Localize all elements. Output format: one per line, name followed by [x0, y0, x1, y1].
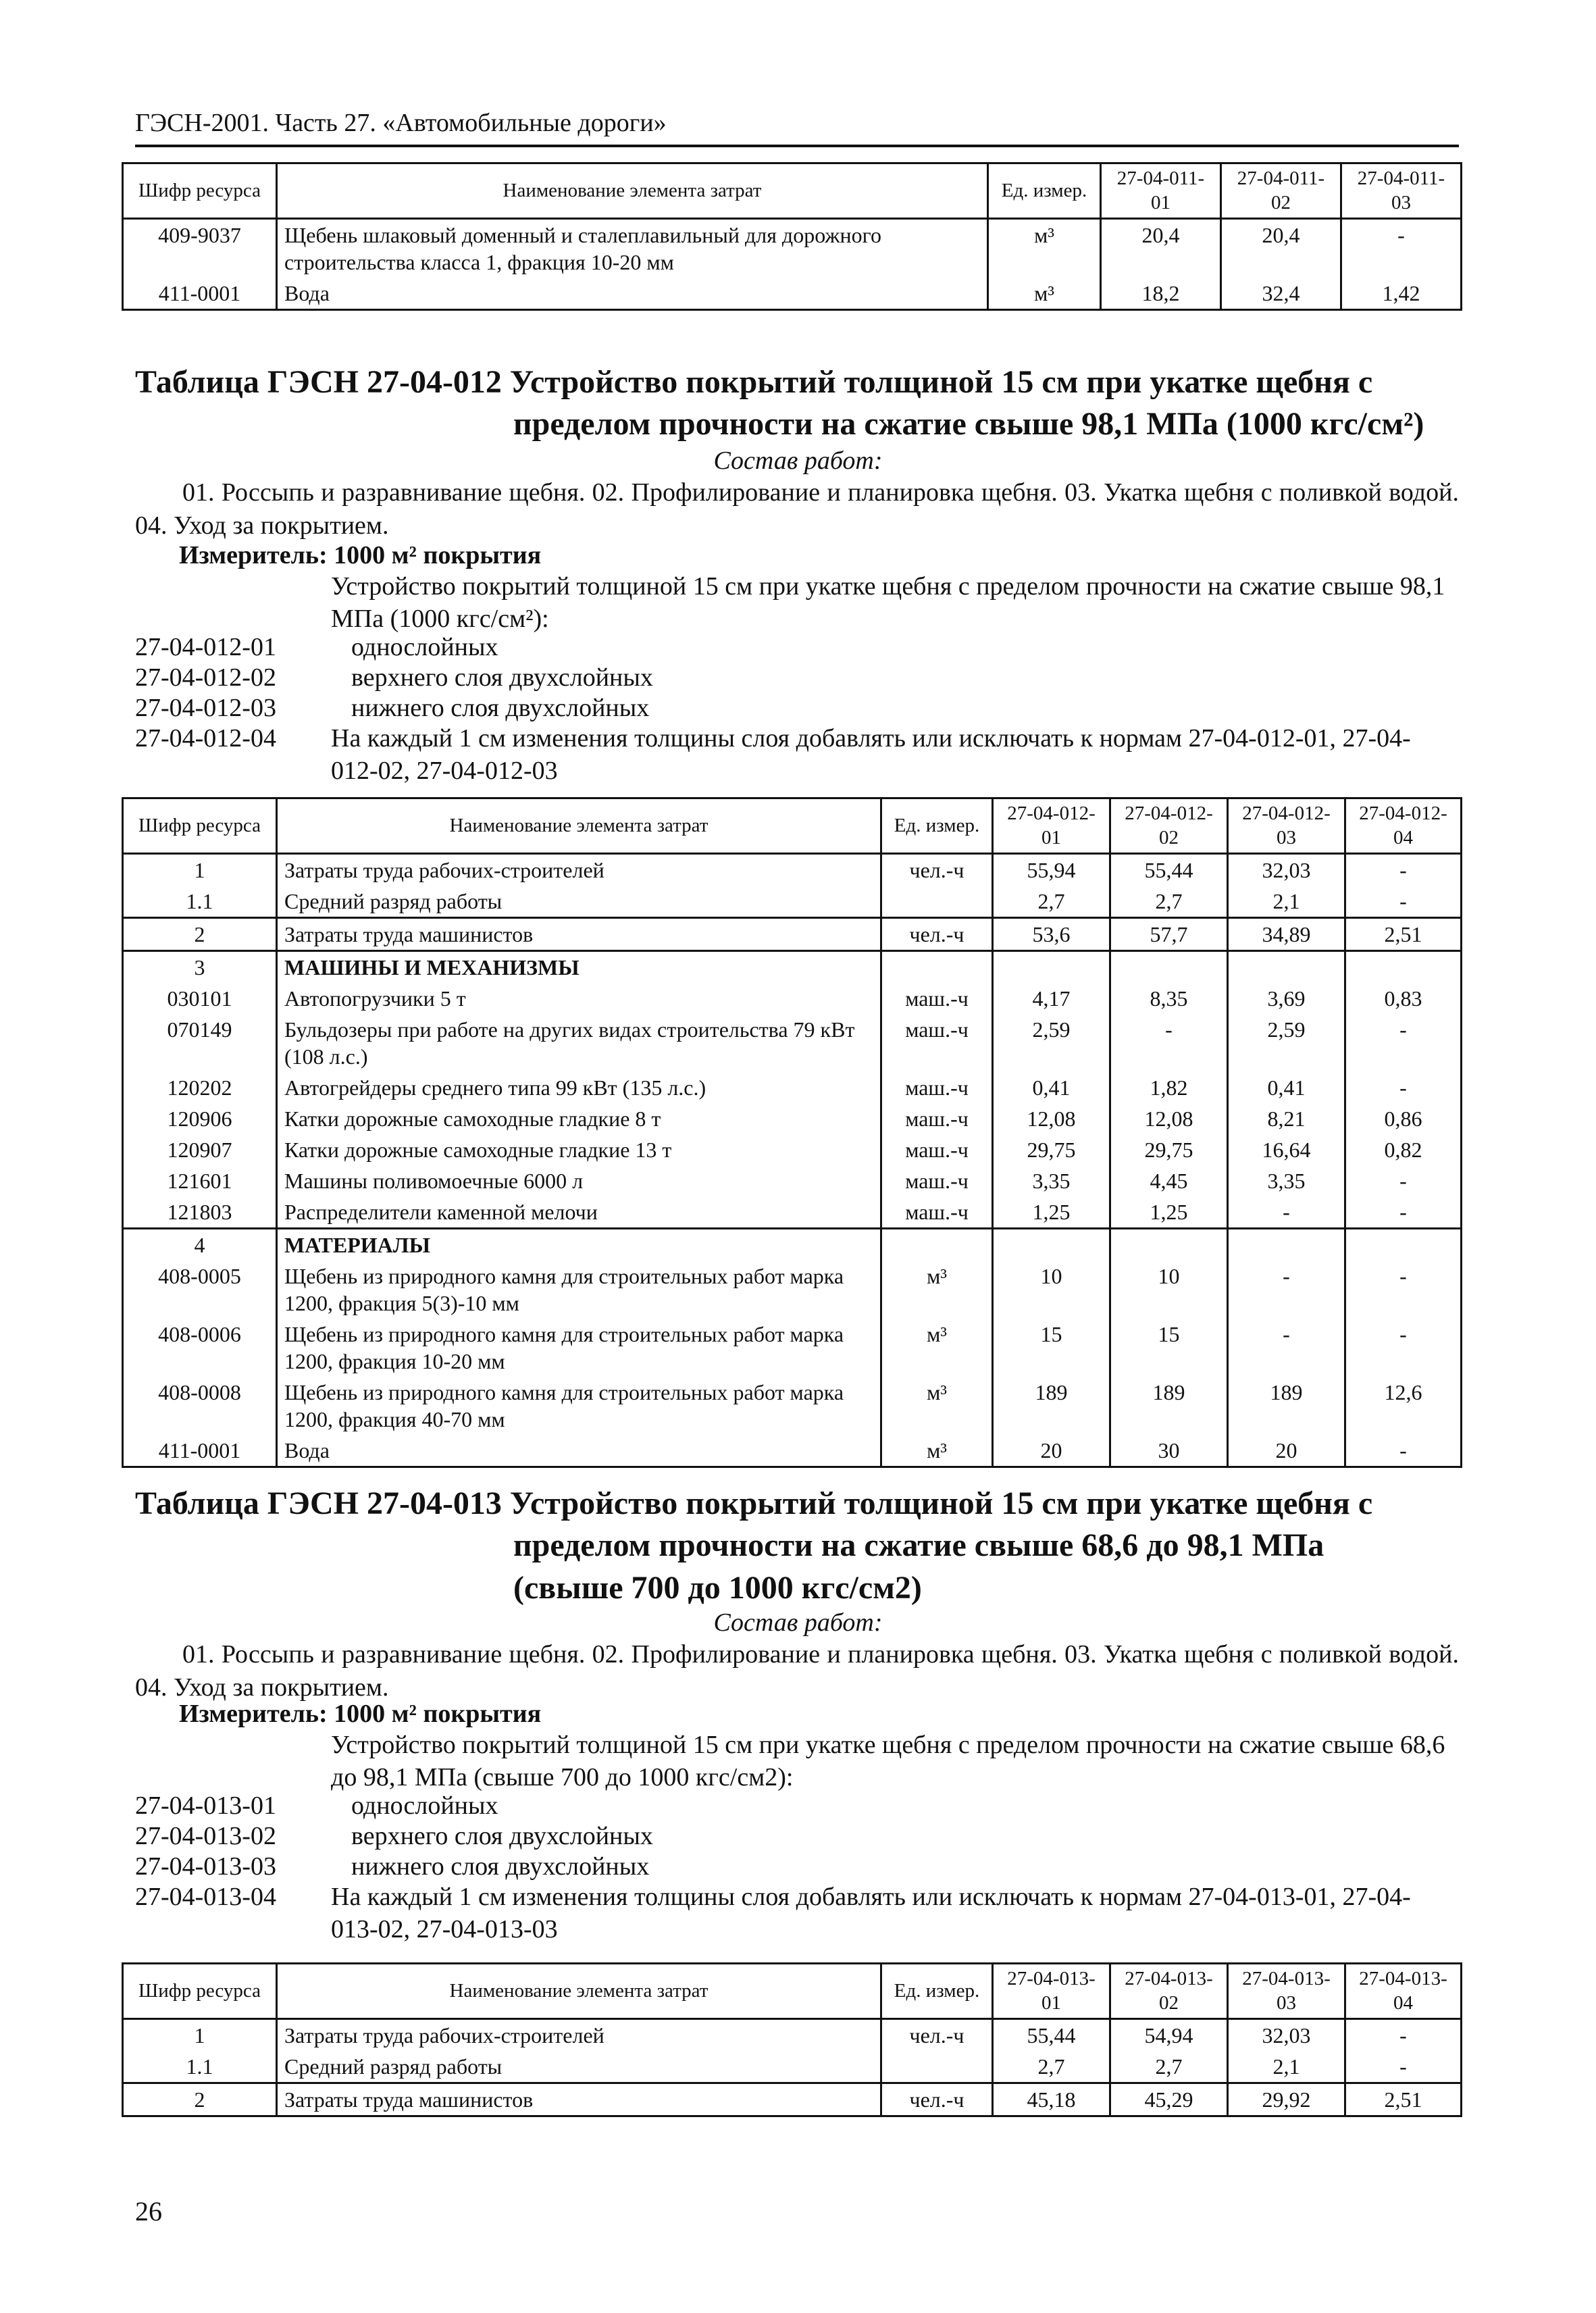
norm-value: 12,6: [1345, 1377, 1462, 1435]
title-line: Таблица ГЭСН 27-04-012 Устройство покрытий толщиной 15 см при укатке щебня с: [135, 364, 1373, 400]
page-number: 26: [135, 2196, 162, 2227]
unit-of-measure: маш.-ч: [881, 1072, 993, 1103]
variant-text: нижнего слоя двухслойных: [351, 694, 650, 722]
norm-value: 12,08: [993, 1103, 1110, 1134]
col-header-norm: 27-04-011-01: [1101, 163, 1221, 219]
norm-value: 0,41: [993, 1072, 1110, 1103]
variant-text: На каждый 1 см изменения толщины слоя добавлять или исключать к нормам 27-04-013-01, 27-04-013-02, 27-04-013-03: [331, 1883, 1411, 1943]
norm-value: 4,17: [993, 983, 1110, 1014]
table-row: [123, 1103, 1462, 1134]
variant-text: верхнего слоя двухслойных: [351, 663, 653, 692]
norm-value: 29,75: [993, 1134, 1110, 1165]
col-header-norm: 27-04-013-04: [1345, 1964, 1462, 2019]
table-27-04-012: [122, 797, 1462, 1468]
table-row: [123, 1014, 1462, 1072]
table-row: [123, 2083, 1462, 2116]
cost-element-name: Затраты труда машинистов: [277, 917, 881, 950]
norm-value: -: [1341, 218, 1462, 278]
norm-value: 2,51: [1345, 2083, 1462, 2116]
norm-value: 29,75: [1110, 1134, 1228, 1165]
cost-element-name: Катки дорожные самоходные гладкие 13 т: [277, 1134, 881, 1165]
unit-of-measure: [881, 2051, 993, 2083]
resource-code: 1.1: [123, 886, 277, 918]
variant-text: однослойных: [351, 1791, 498, 1820]
norm-value: 0,41: [1228, 1072, 1345, 1103]
norm-value: -: [1228, 1319, 1345, 1377]
variant-code: 27-04-013-01: [135, 1791, 276, 1820]
col-header-norm: 27-04-012-04: [1345, 798, 1462, 854]
norm-value: 45,29: [1110, 2083, 1228, 2116]
works-list: 01. Россыпь и разравнивание щебня. 02. Профилирование и планировка щебня. 03. Укатка щебня с поливкой водой. 04. Уход за покрытием.: [135, 1640, 1459, 1702]
table-27-04-011: [122, 162, 1462, 311]
title-line: Таблица ГЭСН 27-04-013 Устройство покрытий толщиной 15 см при укатке щебня с: [135, 1485, 1373, 1521]
norm-value: 16,64: [1228, 1134, 1345, 1165]
col-header-norm: 27-04-012-01: [993, 798, 1110, 854]
cost-element-name: Катки дорожные самоходные гладкие 8 т: [277, 1103, 881, 1134]
norm-description: Устройство покрытий толщиной 15 см при укатке щебня с пределом прочности на сжатие свыше 98,1 МПа (1000 кгс/см²):: [331, 572, 1445, 633]
table-row: [123, 853, 1462, 886]
variant-code: 27-04-013-03: [135, 1852, 276, 1881]
resource-code: 1: [123, 853, 277, 886]
table-title-012: [135, 361, 1486, 446]
unit-of-measure: маш.-ч: [881, 1014, 993, 1072]
norm-value: 34,89: [1228, 917, 1345, 950]
norm-description: Устройство покрытий толщиной 15 см при укатке щебня с пределом прочности на сжатие свыше 68,6 до 98,1 МПа (свыше 700 до 1000 кгс/см2):: [331, 1731, 1445, 1791]
table-row: [123, 1261, 1462, 1319]
unit-of-measure: м³: [988, 278, 1101, 310]
norm-value: -: [1345, 1319, 1462, 1377]
norm-value: 0,82: [1345, 1134, 1462, 1165]
cost-element-name: Щебень из природного камня для строительных работ марка 1200, фракция 40-70 мм: [277, 1377, 881, 1435]
norm-value: 3,69: [1228, 983, 1345, 1014]
cost-element-name: Затраты труда рабочих-строителей: [277, 853, 881, 886]
col-header-norm: 27-04-012-02: [1110, 798, 1228, 854]
resource-code: 2: [123, 917, 277, 950]
norm-value: 3,35: [1228, 1165, 1345, 1196]
unit-of-measure: маш.-ч: [881, 1134, 993, 1165]
norm-value: 0,86: [1345, 1103, 1462, 1134]
norm-value: -: [1345, 1072, 1462, 1103]
table-row: [123, 886, 1462, 918]
norm-value: [1110, 1228, 1228, 1261]
norm-value: 2,51: [1345, 917, 1462, 950]
norm-value: -: [1110, 1014, 1228, 1072]
norm-value: 1,25: [1110, 1196, 1228, 1229]
variant-code: 27-04-012-03: [135, 694, 276, 722]
norm-value: [1228, 950, 1345, 983]
norm-value: 10: [1110, 1261, 1228, 1319]
col-header-code: Шифр ресурса: [123, 163, 277, 219]
works-list: 01. Россыпь и разравнивание щебня. 02. Профилирование и планировка щебня. 03. Укатка щебня с поливкой водой. 04. Уход за покрытием.: [135, 478, 1459, 540]
table-row: [123, 950, 1462, 983]
unit-of-measure: [881, 950, 993, 983]
norm-value: 18,2: [1101, 278, 1221, 310]
col-header-code: Шифр ресурса: [123, 798, 277, 854]
resource-code: 120906: [123, 1103, 277, 1134]
unit-of-measure: м³: [881, 1377, 993, 1435]
norm-value: 1,42: [1341, 278, 1462, 310]
resource-code: 2: [123, 2083, 277, 2116]
norm-value: 2,7: [1110, 2051, 1228, 2083]
norm-value: [1110, 950, 1228, 983]
resource-code: 1: [123, 2018, 277, 2051]
resource-code: 1.1: [123, 2051, 277, 2083]
cost-element-name: Щебень шлаковый доменный и сталеплавильный для дорожного строительства класса 1, фракция 10-20 мм: [277, 218, 988, 278]
cost-element-name: Вода: [277, 1435, 881, 1467]
norm-value: 12,08: [1110, 1103, 1228, 1134]
unit-of-measure: чел.-ч: [881, 2018, 993, 2051]
norm-value: -: [1345, 1196, 1462, 1229]
norm-value: 20: [1228, 1435, 1345, 1467]
norm-value: 20: [993, 1435, 1110, 1467]
resource-code: 030101: [123, 983, 277, 1014]
table-row: [123, 1072, 1462, 1103]
norm-value: -: [1345, 1014, 1462, 1072]
table-row: [123, 983, 1462, 1014]
norm-value: 8,21: [1228, 1103, 1345, 1134]
norm-value: -: [1228, 1196, 1345, 1229]
norm-value: 32,03: [1228, 853, 1345, 886]
col-header-name: Наименование элемента затрат: [277, 1964, 881, 2019]
resource-code: 120907: [123, 1134, 277, 1165]
col-header-norm: 27-04-011-03: [1341, 163, 1462, 219]
norm-value: 2,59: [993, 1014, 1110, 1072]
cost-element-name: Автопогрузчики 5 т: [277, 983, 881, 1014]
unit-of-measure: м³: [881, 1435, 993, 1467]
resource-code: 121601: [123, 1165, 277, 1196]
norm-value: -: [1345, 886, 1462, 918]
norm-value: 3,35: [993, 1165, 1110, 1196]
col-header-unit: Ед. измер.: [988, 163, 1101, 219]
norm-value: 1,82: [1110, 1072, 1228, 1103]
norm-value: 55,44: [993, 2018, 1110, 2051]
variant-code: 27-04-013-02: [135, 1822, 276, 1850]
table-row: [123, 2051, 1462, 2083]
norm-value: 54,94: [1110, 2018, 1228, 2051]
col-header-norm: 27-04-011-02: [1221, 163, 1341, 219]
table-row: [123, 1435, 1462, 1467]
norm-value: 2,7: [993, 2051, 1110, 2083]
unit-of-measure: маш.-ч: [881, 1165, 993, 1196]
unit-of-measure: м³: [988, 218, 1101, 278]
table-row: [123, 278, 1462, 310]
table-row: [123, 1165, 1462, 1196]
table-row: [123, 1319, 1462, 1377]
col-header-name: Наименование элемента затрат: [277, 163, 988, 219]
norm-value: -: [1345, 1165, 1462, 1196]
cost-element-name: Щебень из природного камня для строительных работ марка 1200, фракция 10-20 мм: [277, 1319, 881, 1377]
unit-of-measure: м³: [881, 1319, 993, 1377]
norm-value: 1,25: [993, 1196, 1110, 1229]
col-header-name: Наименование элемента затрат: [277, 798, 881, 854]
resource-code: 409-9037: [123, 218, 277, 278]
unit-of-measure: маш.-ч: [881, 1103, 993, 1134]
norm-value: 2,7: [993, 886, 1110, 918]
norm-value: [1345, 1228, 1462, 1261]
norm-value: 2,59: [1228, 1014, 1345, 1072]
resource-code: 411-0001: [123, 1435, 277, 1467]
col-header-unit: Ед. измер.: [881, 798, 993, 854]
unit-of-measure: м³: [881, 1261, 993, 1319]
variant-text: верхнего слоя двухслойных: [351, 1822, 653, 1850]
norm-value: -: [1228, 1261, 1345, 1319]
norm-value: 30: [1110, 1435, 1228, 1467]
norm-value: -: [1345, 853, 1462, 886]
unit-of-measure: [881, 1228, 993, 1261]
variant-code: 27-04-012-02: [135, 663, 276, 692]
norm-value: 29,92: [1228, 2083, 1345, 2116]
cost-element-name: МАТЕРИАЛЫ: [277, 1228, 881, 1261]
variant-code: 27-04-013-04: [135, 1883, 276, 1911]
variant-text: нижнего слоя двухслойных: [351, 1852, 650, 1881]
unit-of-measure: маш.-ч: [881, 983, 993, 1014]
table-title-013: [135, 1483, 1486, 1609]
cost-element-name: Затраты труда рабочих-строителей: [277, 2018, 881, 2051]
norm-value: [993, 1228, 1110, 1261]
norm-value: 15: [993, 1319, 1110, 1377]
norm-value: [1345, 950, 1462, 983]
norm-value: 32,4: [1221, 278, 1341, 310]
norm-value: 189: [993, 1377, 1110, 1435]
col-header-code: Шифр ресурса: [123, 1964, 277, 2019]
variant-code: 27-04-012-01: [135, 633, 276, 661]
norm-value: 10: [993, 1261, 1110, 1319]
cost-element-name: Средний разряд работы: [277, 2051, 881, 2083]
title-line: пределом прочности на сжатие свыше 68,6 до 98,1 МПа: [513, 1527, 1324, 1564]
norm-value: 2,7: [1110, 886, 1228, 918]
norm-value: 20,4: [1221, 218, 1341, 278]
unit-of-measure: чел.-ч: [881, 853, 993, 886]
sostav-label: Состав работ:: [713, 447, 883, 475]
norm-value: 0,83: [1345, 983, 1462, 1014]
norm-value: -: [1345, 2051, 1462, 2083]
variant-text: однослойных: [351, 633, 498, 661]
norm-value: -: [1345, 1261, 1462, 1319]
measure-unit: Измеритель: 1000 м² покрытия: [179, 541, 542, 569]
norm-value: 53,6: [993, 917, 1110, 950]
cost-element-name: Распределители каменной мелочи: [277, 1196, 881, 1229]
unit-of-measure: [881, 886, 993, 918]
cost-element-name: Затраты труда машинистов: [277, 2083, 881, 2116]
variant-text: На каждый 1 см изменения толщины слоя добавлять или исключать к нормам 27-04-012-01, 27-04-012-02, 27-04-012-03: [331, 724, 1411, 785]
col-header-norm: 27-04-013-02: [1110, 1964, 1228, 2019]
table-row: [123, 2018, 1462, 2051]
cost-element-name: Щебень из природного камня для строительных работ марка 1200, фракция 5(3)-10 мм: [277, 1261, 881, 1319]
cost-element-name: МАШИНЫ И МЕХАНИЗМЫ: [277, 950, 881, 983]
unit-of-measure: чел.-ч: [881, 2083, 993, 2116]
table-row: [123, 1377, 1462, 1435]
title-line: (свыше 700 до 1000 кгс/см2): [513, 1569, 922, 1606]
norm-value: 55,94: [993, 853, 1110, 886]
variant-code: 27-04-012-04: [135, 724, 276, 753]
unit-of-measure: чел.-ч: [881, 917, 993, 950]
sostav-label: Состав работ:: [713, 1608, 883, 1637]
resource-code: 408-0006: [123, 1319, 277, 1377]
table-row: [123, 1196, 1462, 1229]
cost-element-name: Вода: [277, 278, 988, 310]
table-row: [123, 1228, 1462, 1261]
measure-unit: Измеритель: 1000 м² покрытия: [179, 1700, 542, 1728]
norm-value: 32,03: [1228, 2018, 1345, 2051]
norm-value: 189: [1228, 1377, 1345, 1435]
norm-value: 2,1: [1228, 886, 1345, 918]
norm-value: [1228, 1228, 1345, 1261]
resource-code: 4: [123, 1228, 277, 1261]
table-27-04-013: [122, 1962, 1462, 2117]
table-row: [123, 1134, 1462, 1165]
norm-value: 55,44: [1110, 853, 1228, 886]
cost-element-name: Автогрейдеры среднего типа 99 кВт (135 л.с.): [277, 1072, 881, 1103]
norm-value: 189: [1110, 1377, 1228, 1435]
cost-element-name: Средний разряд работы: [277, 886, 881, 918]
cost-element-name: Бульдозеры при работе на других видах строительства 79 кВт (108 л.с.): [277, 1014, 881, 1072]
col-header-unit: Ед. измер.: [881, 1964, 993, 2019]
col-header-norm: 27-04-013-01: [993, 1964, 1110, 2019]
resource-code: 408-0005: [123, 1261, 277, 1319]
running-header: ГЭСН-2001. Часть 27. «Автомобильные дороги»: [135, 108, 1459, 147]
norm-value: 2,1: [1228, 2051, 1345, 2083]
title-line: пределом прочности на сжатие свыше 98,1 МПа (1000 кгс/см²): [513, 406, 1424, 442]
unit-of-measure: маш.-ч: [881, 1196, 993, 1229]
norm-value: 4,45: [1110, 1165, 1228, 1196]
norm-value: 8,35: [1110, 983, 1228, 1014]
norm-value: -: [1345, 2018, 1462, 2051]
resource-code: 070149: [123, 1014, 277, 1072]
norm-value: [993, 950, 1110, 983]
norm-value: 15: [1110, 1319, 1228, 1377]
col-header-norm: 27-04-013-03: [1228, 1964, 1345, 2019]
norm-value: 57,7: [1110, 917, 1228, 950]
resource-code: 411-0001: [123, 278, 277, 310]
col-header-norm: 27-04-012-03: [1228, 798, 1345, 854]
norm-value: 20,4: [1101, 218, 1221, 278]
resource-code: 121803: [123, 1196, 277, 1229]
table-row: [123, 218, 1462, 278]
norm-value: -: [1345, 1435, 1462, 1467]
norm-value: 45,18: [993, 2083, 1110, 2116]
table-row: [123, 917, 1462, 950]
resource-code: 120202: [123, 1072, 277, 1103]
cost-element-name: Машины поливомоечные 6000 л: [277, 1165, 881, 1196]
resource-code: 3: [123, 950, 277, 983]
resource-code: 408-0008: [123, 1377, 277, 1435]
